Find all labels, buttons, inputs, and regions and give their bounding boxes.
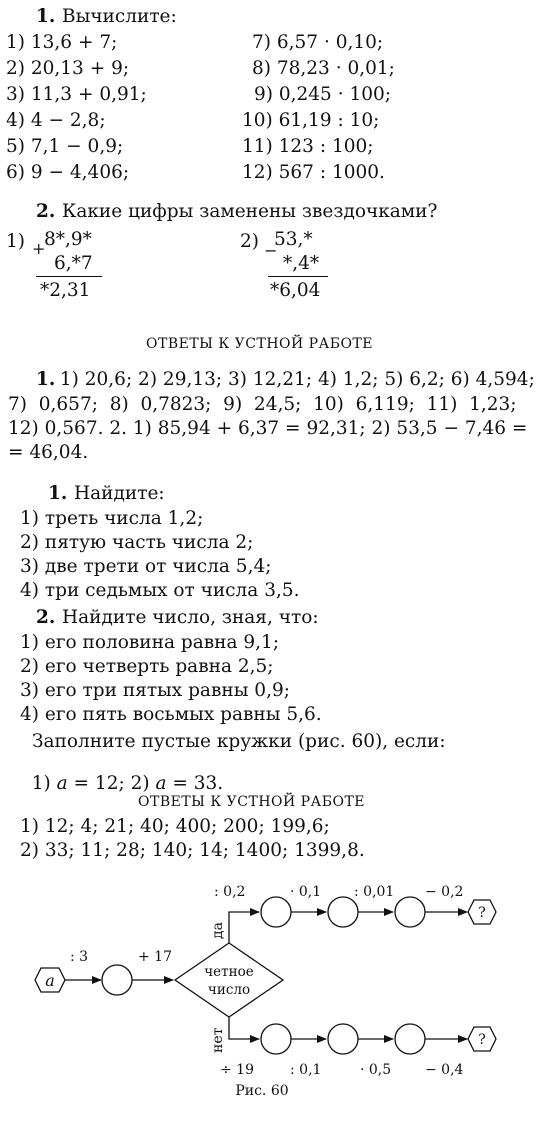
cond1-prefix: 1) xyxy=(31,772,57,794)
diamond-label: число xyxy=(207,982,251,998)
answers-line: 2) 33; 11; 28; 140; 14; 1400; 1399,8. xyxy=(20,840,365,861)
fill-conditions xyxy=(20,756,223,793)
task3-item: 3) две трети от числа 5,4; xyxy=(20,556,272,577)
empty-circle xyxy=(395,897,425,927)
flow-diagram xyxy=(0,875,537,1115)
cond2-suffix: = 33. xyxy=(166,772,224,794)
task1-title: Вычислите: xyxy=(62,6,177,27)
answers-lead: 1. xyxy=(36,369,56,390)
task4-item: 1) его половина равна 9,1; xyxy=(20,632,280,653)
task1-item: 4) 4 − 2,8; xyxy=(6,110,106,131)
addend-top: 8*,9* xyxy=(44,229,92,250)
end-label: ? xyxy=(478,1032,486,1048)
answers-line: 7) 0,657; 8) 0,7823; 9) 24,5; 10) 6,119; 11) 1,23; xyxy=(8,394,517,415)
task1-number: 1. xyxy=(36,6,56,27)
diamond-label: четное xyxy=(204,964,254,980)
task3-number: 1. xyxy=(48,483,68,504)
task2-number: 2. xyxy=(36,201,56,222)
task1-item: 10) 61,19 : 10; xyxy=(242,110,380,131)
op-top: − 0,2 xyxy=(425,884,464,900)
decision-diamond xyxy=(175,943,283,1017)
task3-title: Найдите: xyxy=(74,483,165,504)
answers-line: 1) 20,6; 2) 29,13; 3) 12,21; 4) 1,2; 5) 6,2; 6) 4,594; xyxy=(54,369,535,390)
task3-item: 2) пятую часть числа 2; xyxy=(20,532,254,553)
answers-header: ОТВЕТЫ К УСТНОЙ РАБОТЕ xyxy=(146,336,374,352)
task4-title: Найдите число, зная, что: xyxy=(62,607,319,628)
minus-sign: − xyxy=(264,241,278,260)
empty-circle xyxy=(102,965,132,995)
task1-item: 8) 78,23 · 0,01; xyxy=(252,58,395,79)
variable-a: a xyxy=(155,772,167,794)
task3-item: 1) треть числа 1,2; xyxy=(20,508,204,529)
empty-circle xyxy=(261,1024,291,1054)
task1-item: 3) 11,3 + 0,91; xyxy=(6,84,147,105)
fill-instruction: Заполните пустые кружки (рис. 60), если: xyxy=(32,731,446,752)
task4-item: 4) его пять восьмых равны 5,6. xyxy=(20,704,322,725)
task4-item: 3) его три пятых равны 0,9; xyxy=(20,680,290,701)
empty-circle xyxy=(328,1024,358,1054)
task1-item: 5) 7,1 − 0,9; xyxy=(6,136,124,157)
task4-item: 2) его четверть равна 2,5; xyxy=(20,656,274,677)
difference-line xyxy=(268,276,328,277)
answers-line: = 46,04. xyxy=(8,442,89,463)
yes-branch-line xyxy=(229,912,259,943)
plus-sign: + xyxy=(32,239,46,258)
end-label: ? xyxy=(478,905,486,921)
empty-circle xyxy=(395,1024,425,1054)
task1-item: 11) 123 : 100; xyxy=(242,136,374,157)
sum-result: *2,31 xyxy=(40,280,91,301)
answers-header: ОТВЕТЫ К УСТНОЙ РАБОТЕ xyxy=(138,794,366,810)
op-bottom: ÷ 19 xyxy=(220,1062,254,1078)
op-bottom: − 0,4 xyxy=(425,1062,464,1078)
op-top: : 0,01 xyxy=(354,884,395,900)
difference-result: *6,04 xyxy=(270,280,321,301)
addend-bottom: 6,*7 xyxy=(54,253,93,274)
minuend: 53,* xyxy=(274,229,313,250)
task1-item: 12) 567 : 1000. xyxy=(242,162,385,183)
op-plus-17: + 17 xyxy=(138,949,172,965)
answers-line: 12) 0,567. 2. 1) 85,94 + 6,37 = 92,31; 2) 53,5 − 7,46 = xyxy=(8,418,528,439)
sum-line xyxy=(36,276,102,277)
empty-circle xyxy=(261,897,291,927)
task1-item: 2) 20,13 + 9; xyxy=(6,58,130,79)
op-bottom: · 0,5 xyxy=(360,1062,392,1078)
task2-title: Какие цифры заменены звездочками? xyxy=(62,201,438,222)
no-label: нет xyxy=(210,1027,226,1053)
task1-item: 1) 13,6 + 7; xyxy=(6,32,118,53)
start-label: a xyxy=(45,971,55,990)
variable-a: a xyxy=(56,772,68,794)
op-top: : 0,2 xyxy=(214,884,246,900)
task4-number: 2. xyxy=(36,607,56,628)
task1-item: 6) 9 − 4,406; xyxy=(6,162,130,183)
task1-item: 7) 6,57 · 0,10; xyxy=(252,32,384,53)
task1-item: 9) 0,245 · 100; xyxy=(254,84,392,105)
subtraction-label: 2) xyxy=(240,231,259,252)
figure-caption: Рис. 60 xyxy=(235,1083,289,1099)
subtrahend: *,4* xyxy=(283,253,320,274)
no-branch-line xyxy=(229,1017,259,1039)
op-bottom: : 0,1 xyxy=(290,1062,322,1078)
empty-circle xyxy=(328,897,358,927)
cond1-suffix: = 12; 2) xyxy=(67,772,156,794)
op-divide-3: : 3 xyxy=(70,949,89,965)
answers-line: 1) 12; 4; 21; 40; 400; 200; 199,6; xyxy=(20,816,330,837)
addition-label: 1) xyxy=(6,231,25,252)
op-top: · 0,1 xyxy=(290,884,322,900)
task3-item: 4) три седьмых от числа 3,5. xyxy=(20,580,300,601)
yes-label: да xyxy=(210,922,226,939)
